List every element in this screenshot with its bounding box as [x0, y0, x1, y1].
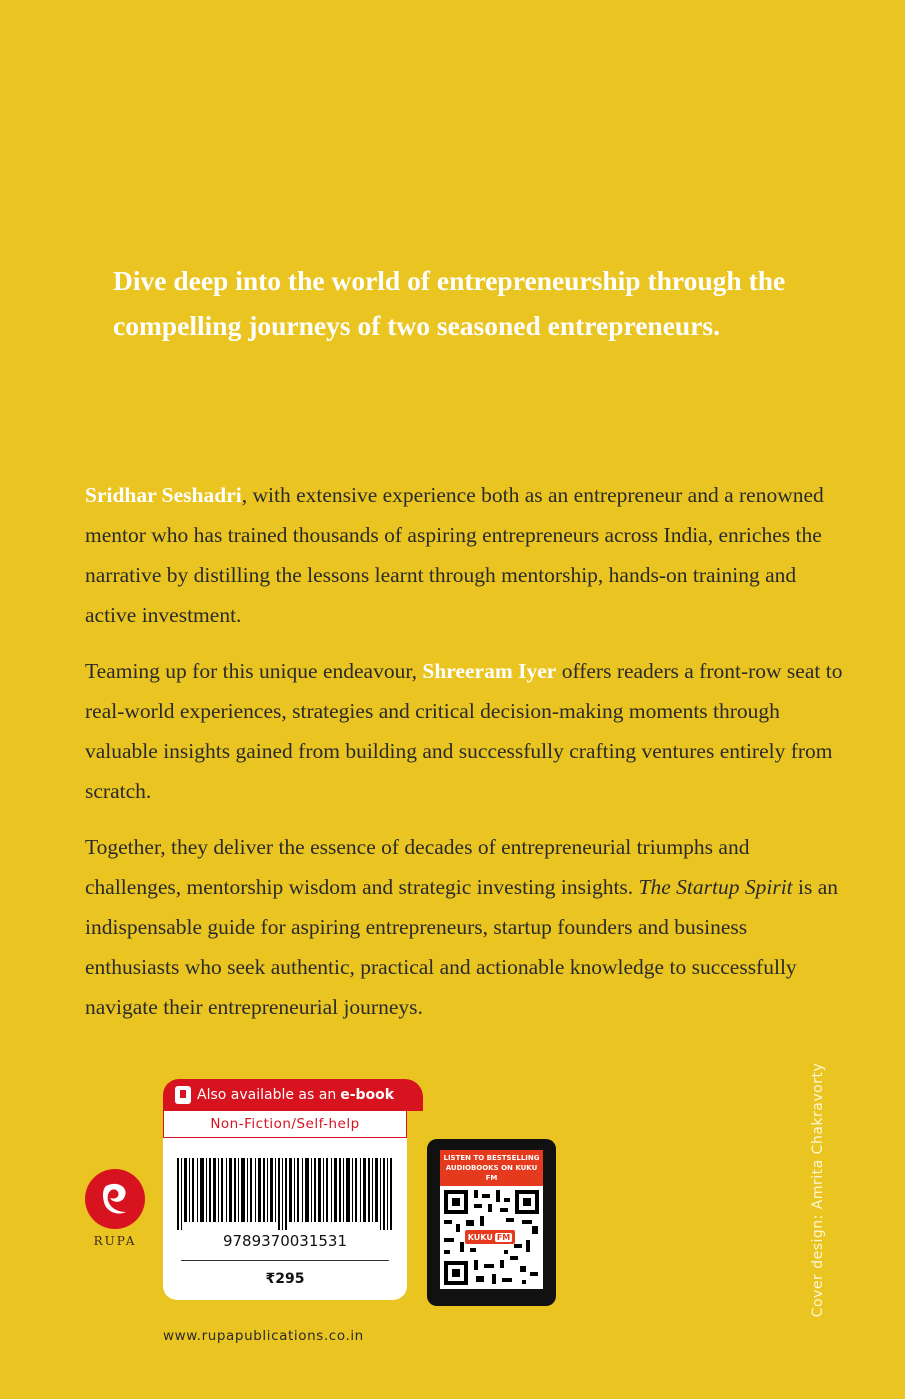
price-divider — [181, 1260, 389, 1261]
cover-credit: Cover design: Amrita Chakravorty — [810, 1062, 826, 1318]
ebook-icon — [175, 1086, 191, 1104]
price: ₹295 — [265, 1271, 305, 1287]
kuku-title: LISTEN TO BESTSELLING AUDIOBOOKS ON KUKU FM — [440, 1150, 543, 1186]
author-name-1: Sridhar Seshadri — [85, 483, 242, 507]
headline: Dive deep into the world of entrepreneurship through the compelling journeys of two seasoned entrepreneurs. — [113, 265, 786, 341]
isbn-number: 9789370031531 — [222, 1232, 348, 1250]
blurb — [85, 475, 845, 1043]
rupa-logo-icon — [84, 1168, 146, 1230]
kuku-badge-a: KUKU — [467, 1232, 493, 1242]
rupa-logo — [80, 1168, 150, 1248]
author-name-2: Shreeram Iyer — [422, 659, 557, 683]
paragraph-3 — [85, 827, 845, 1027]
book-title: The Startup Spirit — [638, 875, 793, 899]
paragraph-2-text-a: Teaming up for this unique endeavour, — [85, 659, 423, 683]
publisher-website: www.rupapublications.co.in — [163, 1328, 364, 1344]
publisher-name: RUPA — [93, 1234, 137, 1248]
kuku-badge-b: FM — [496, 1232, 511, 1242]
kuku-fm-panel — [427, 1139, 556, 1306]
ebook-suffix: e-book — [340, 1087, 395, 1103]
paragraph-1-text: , with extensive experience both as an entrepreneur and a renowned mentor who has trained thousands of aspiring entrepreneurs across India, enriches the narrative by distilling the lessons learnt through mentorship, hands-on training and active investment. — [85, 483, 824, 627]
paragraph-2 — [85, 651, 845, 811]
paragraph-3-text-b: is an indispensable guide for aspiring entrepreneurs, startup founders and business enthusiasts who seek authentic, practical and actionable knowledge to successfully navigate their entrepreneurial journeys. — [85, 875, 839, 1019]
barcode-icon — [177, 1158, 393, 1230]
ebook-prefix: Also available as an — [197, 1087, 337, 1103]
ebook-banner — [163, 1079, 423, 1111]
paragraph-2-text-b: offers readers a front-row seat to real-world experiences, strategies and critical decision-making moments through valuable insights gained from building and successfully crafting ventures entirely from scratch. — [85, 659, 843, 803]
paragraph-1 — [85, 475, 845, 635]
kuku-fm-logo — [465, 1230, 515, 1244]
genre-label: Non-Fiction/Self-help — [163, 1111, 407, 1138]
paragraph-3-text-a: Together, they deliver the essence of decades of entrepreneurial triumphs and challenges, mentorship wisdom and strategic investing insights. — [85, 835, 750, 899]
barcode-panel — [163, 1138, 407, 1300]
